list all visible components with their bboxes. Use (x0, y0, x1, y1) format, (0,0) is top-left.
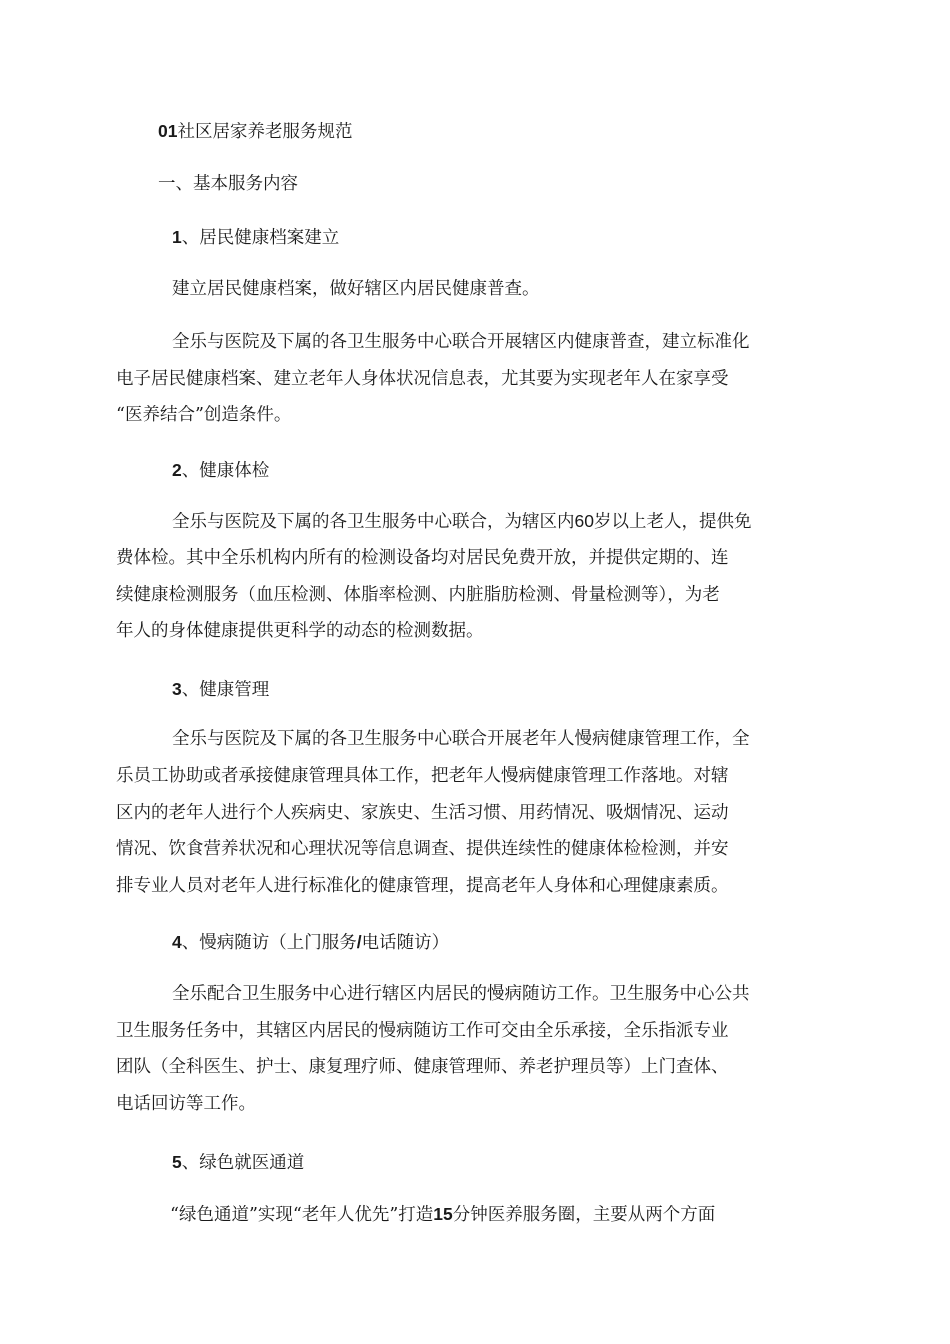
document-title (158, 119, 352, 144)
item-heading-2 (172, 458, 269, 483)
paragraph-line: 电话回访等工作。 (116, 1094, 256, 1114)
item-label: 、居民健康档案建立 (181, 228, 340, 248)
item-label-slash: / (356, 932, 362, 952)
paragraph-line: 乐员工协助或者承接健康管理具体工作，把老年人慢病健康管理工作落地。对辖 (116, 766, 729, 786)
paragraph-line: 费体检。其中全乐机构内所有的检测设备均对居民免费开放，并提供定期的、连 (116, 548, 729, 568)
item-label: 电话随访） (361, 933, 450, 953)
text-run: 分钟医养服务圈，主要从两个方面 (452, 1205, 716, 1225)
item-label: 、绿色就医通道 (181, 1153, 305, 1173)
text-run: “绿色通道”实现“老年人优先”打造 (170, 1205, 434, 1225)
paragraph-line: 电子居民健康档案、建立老年人身体状况信息表，尤其要为实现老年人在家享受 (116, 369, 729, 389)
paragraph-line: 卫生服务任务中，其辖区内居民的慢病随访工作可交由全乐承接，全乐指派专业 (116, 1021, 729, 1041)
paragraph-line: 年人的身体健康提供更科学的动态的检测数据。 (116, 621, 484, 641)
paragraph-line: 团队（全科医生、护士、康复理疗师、健康管理师、养老护理员等）上门查体、 (116, 1057, 729, 1077)
paragraph-line (172, 509, 751, 534)
paragraph-line: 全乐与医院及下属的各卫生服务中心联合开展老年人慢病健康管理工作，全 (172, 729, 750, 749)
item-heading-4 (172, 930, 449, 955)
paragraph-line: 区内的老年人进行个人疾病史、家族史、生活习惯、用药情况、吸烟情况、运动 (116, 803, 729, 823)
item-number: 4 (172, 932, 182, 952)
paragraph-line (170, 1202, 715, 1227)
paragraph-line: 情况、饮食营养状况和心理状况等信息调查、提供连续性的健康体检检测，并安 (116, 839, 729, 859)
item-heading-1 (172, 225, 339, 250)
item-number: 5 (172, 1152, 182, 1172)
text-run: 全乐与医院及下属的各卫生服务中心联合，为辖区内 (172, 512, 575, 532)
title-number: 01 (158, 121, 178, 141)
item-label: 、慢病随访（上门服务 (181, 933, 357, 953)
item-label: 、健康体检 (181, 461, 270, 481)
minutes-number: 15 (433, 1204, 453, 1224)
age-number: 60 (574, 511, 594, 531)
section-heading: 一、基本服务内容 (158, 174, 298, 194)
item-heading-3 (172, 677, 269, 702)
paragraph-line: 排专业人员对老年人进行标准化的健康管理，提高老年人身体和心理健康素质。 (116, 876, 729, 896)
item-heading-5 (172, 1150, 304, 1175)
paragraph-line: 续健康检测服务（血压检测、体脂率检测、内脏脂肪检测、骨量检测等），为老 (116, 585, 720, 605)
item-label: 、健康管理 (181, 680, 270, 700)
paragraph-line: 全乐与医院及下属的各卫生服务中心联合开展辖区内健康普查，建立标准化 (172, 332, 750, 352)
text-run: 岁以上老人，提供免 (593, 512, 752, 532)
item-number: 3 (172, 679, 182, 699)
item-number: 2 (172, 460, 182, 480)
paragraph-line: 建立居民健康档案，做好辖区内居民健康普查。 (172, 279, 540, 299)
paragraph-line: 全乐配合卫生服务中心进行辖区内居民的慢病随访工作。卫生服务中心公共 (172, 984, 750, 1004)
paragraph-line: “医养结合”创造条件。 (116, 405, 292, 425)
item-number: 1 (172, 227, 182, 247)
title-text: 社区居家养老服务规范 (177, 122, 353, 142)
